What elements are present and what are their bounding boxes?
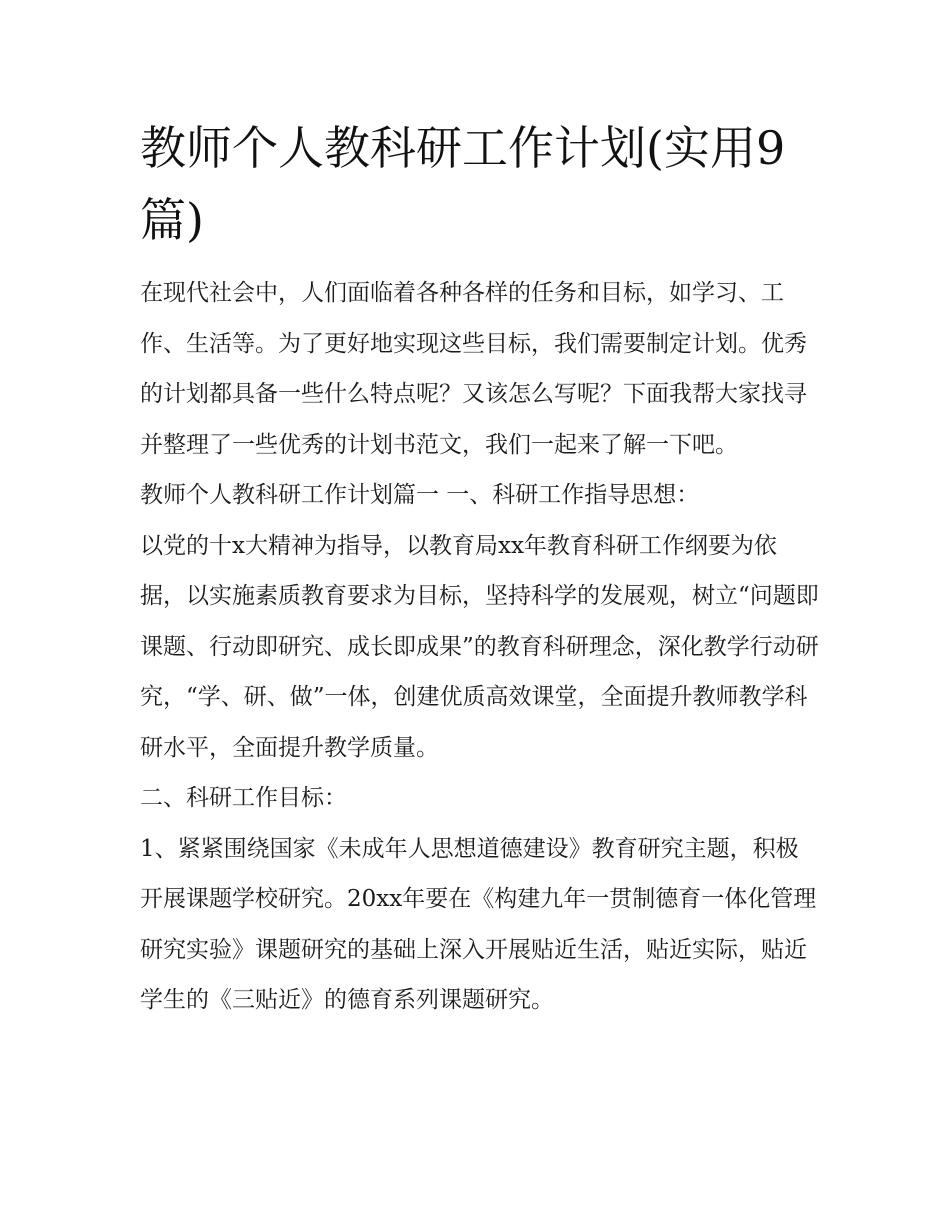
paragraph-guiding-ideology: 以党的十x大精神为指导，以教育局xx年教育科研工作纲要为依据，以实施素质教育要求为目标，坚持科学的发展观，树立“问题即课题、行动即研究、成长即成果”的教育科研理念，深化教学行动研究，“学、研、做”一体，创建优质高效课堂，全面提升教师教学科研水平，全面提升教学质量。 [140,532,819,761]
paragraph-section-heading-2: 二、科研工作目标： [140,785,347,811]
paragraph-goal-1: 1、紧紧围绕国家《未成年人思想道德建设》教育研究主题，积极开展课题学校研究。20xx年要在《构建九年一贯制德育一体化管理研究实验》课题研究的基础上深入开展贴近生活，贴近实际，贴近学生的《三贴近》的德育系列课题研究。 [140,835,817,1013]
paragraph-intro: 在现代社会中，人们面临着各种各样的任务和目标，如学习、工作、生活等。为了更好地实现这些目标，我们需要制定计划。优秀的计划都具备一些什么特点呢？又该怎么写呢？下面我帮大家找寻并整理了一些优秀的计划书范文，我们一起来了解一下吧。 [140,280,807,458]
paragraph-section-heading-1: 教师个人教科研工作计划篇一 一、科研工作指导思想： [140,482,700,508]
document-title: 教师个人教科研工作计划(实用9篇) [140,121,786,247]
document-body [140,112,820,1026]
